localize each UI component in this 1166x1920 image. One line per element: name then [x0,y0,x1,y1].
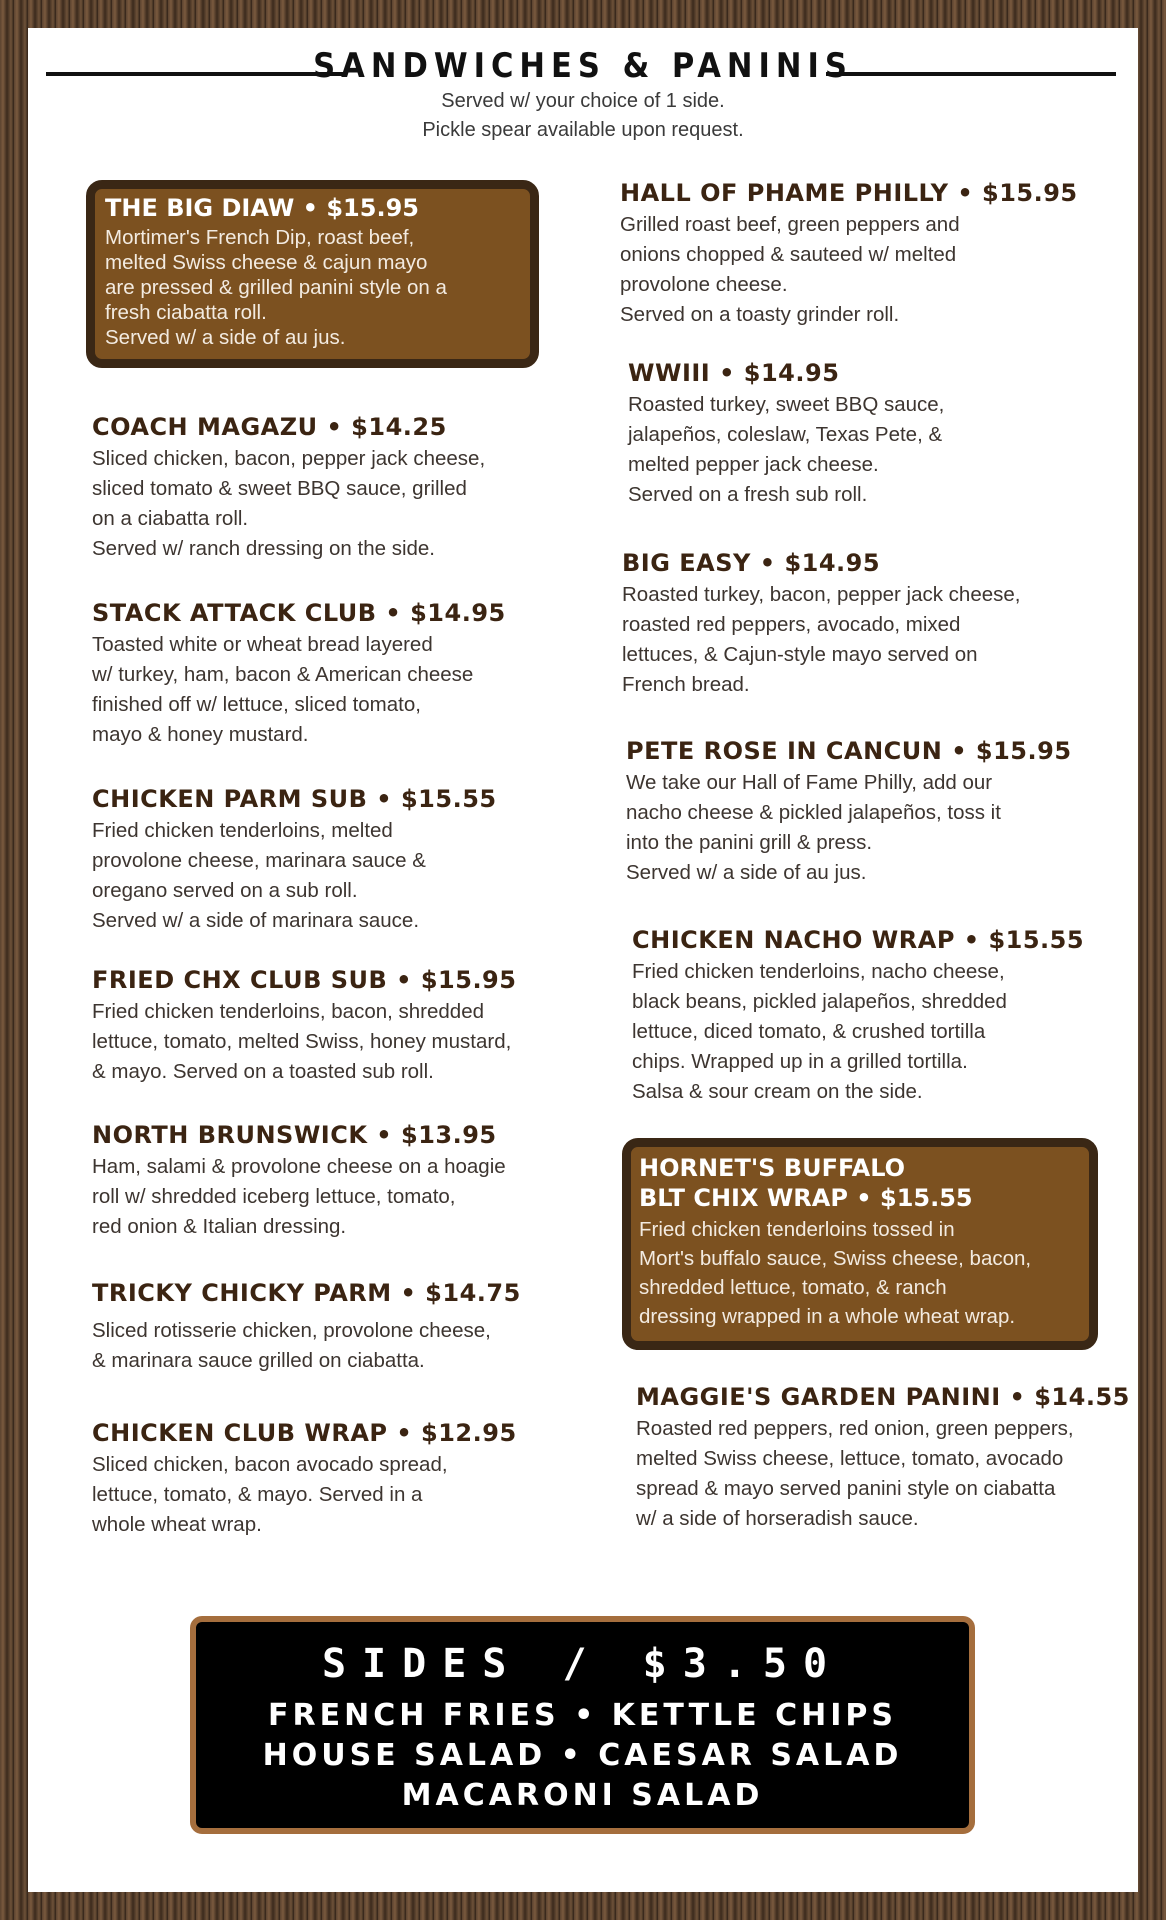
menu-item-description: Sliced chicken, bacon avocado spread, lettuce, tomato, & mayo. Served in a whole wheat wrap. [92,1453,448,1536]
menu-item-hall-of-phame-philly [620,178,1078,330]
menu-item-fried-chx-club-sub [92,965,516,1087]
menu-item-name: NORTH BRUNSWICK • $13.95 [92,1121,497,1149]
menu-item-description: Fried chicken tenderloins, melted provolone cheese, marinara sauce & oregano served on a sub roll. Served w/ a side of marinara sauce. [92,819,426,932]
menu-item-big-easy [622,548,1020,700]
menu-item-description: Roasted red peppers, red onion, green peppers, melted Swiss cheese, lettuce, tomato, avocado spread & mayo served panini style on ciabatta w/ a side of horseradish sauce. [636,1417,1074,1530]
menu-item-chicken-parm-sub [92,784,497,936]
menu-item-description: Grilled roast beef, green peppers and onions chopped & sauteed w/ melted provolone cheese. Served on a toasty grinder roll. [620,213,960,326]
menu-item-name: FRIED CHX CLUB SUB • $15.95 [92,966,517,994]
menu-item-name: CHICKEN PARM SUB • $15.55 [92,785,497,813]
sides-panel [190,1616,975,1834]
sides-line-1: FRENCH FRIES • KETTLE CHIPS [268,1698,897,1733]
menu-item-description: Fried chicken tenderloins, bacon, shredded lettuce, tomato, melted Swiss, honey mustard, & mayo. Served on a toasted sub roll. [92,1000,512,1083]
menu-item-name: PETE ROSE IN CANCUN • $15.95 [626,737,1072,765]
menu-item-name: TRICKY CHICKY PARM • $14.75 [92,1279,521,1307]
menu-item-north-brunswick [92,1120,506,1242]
menu-item-name: HORNET'S BUFFALO BLT CHIX WRAP • $15.55 [639,1154,973,1212]
sides-title: SIDES / $3.50 [321,1641,844,1687]
menu-item-name: CHICKEN CLUB WRAP • $12.95 [92,1419,517,1447]
header-rule-right [826,72,1116,76]
page-title: SANDWICHES & PANINIS [313,46,853,86]
menu-item-description: We take our Hall of Fame Philly, add our nacho cheese & pickled jalapeños, toss it into the panini grill & press. Served w/ a side of au jus. [626,771,1001,884]
menu-item-description: Ham, salami & provolone cheese on a hoagie roll w/ shredded iceberg lettuce, tomato, red onion & Italian dressing. [92,1155,506,1238]
menu-item-description: Fried chicken tenderloins, nacho cheese, black beans, pickled jalapeños, shredded lettuce, diced tomato, & crushed tortilla chips. Wrapped up in a grilled tortilla. Salsa & sour cream on the side. [632,960,1007,1103]
menu-item-stack-attack-club [92,598,506,750]
sides-line-3: MACARONI SALAD [401,1778,764,1813]
menu-item-name: HALL OF PHAME PHILLY • $15.95 [620,179,1078,207]
menu-item-name: COACH MAGAZU • $14.25 [92,413,447,441]
menu-item-pete-rose-in-cancun [626,736,1072,888]
menu-item-chicken-club-wrap [92,1418,517,1540]
featured-item-big-diaw [86,180,539,368]
menu-item-description: Roasted turkey, sweet BBQ sauce, jalapeños, coleslaw, Texas Pete, & melted pepper jack cheese. Served on a fresh sub roll. [628,393,945,506]
menu-item-name: CHICKEN NACHO WRAP • $15.55 [632,926,1085,954]
menu-item-chicken-nacho-wrap [632,925,1084,1107]
menu-item-name: WWIII • $14.95 [628,359,840,387]
menu-item-name: BIG EASY • $14.95 [622,549,881,577]
menu-item-name: THE BIG DIAW • $15.95 [105,194,419,222]
menu-item-description: Fried chicken tenderloins tossed in Mort's buffalo sauce, Swiss cheese, bacon, shredded lettuce, tomato, & ranch dressing wrapped in a whole wheat wrap. [639,1218,1032,1328]
menu-item-name: STACK ATTACK CLUB • $14.95 [92,599,506,627]
menu-item-name: MAGGIE'S GARDEN PANINI • $14.55 [636,1383,1130,1411]
featured-item-hornets-buffalo [622,1138,1098,1350]
menu-item-description: Roasted turkey, bacon, pepper jack cheese, roasted red peppers, avocado, mixed lettuces, & Cajun-style mayo served on French bread. [622,583,1021,696]
subtitle-line-1: Served w/ your choice of 1 side. [441,90,725,112]
menu-item-description: Sliced chicken, bacon, pepper jack cheese, sliced tomato & sweet BBQ sauce, grilled on a ciabatta roll. Served w/ ranch dressing on the side. [92,447,486,560]
menu-item-wwiii [628,358,944,510]
menu-item-tricky-chicky-parm [92,1278,521,1376]
menu-item-description: Mortimer's French Dip, roast beef, melted Swiss cheese & cajun mayo are pressed & grilled panini style on a fresh ciabatta roll. Served w/ a side of au jus. [105,226,447,349]
menu-item-coach-magazu [92,412,485,564]
menu-item-description: Sliced rotisserie chicken, provolone cheese, & marinara sauce grilled on ciabatta. [92,1319,491,1372]
sides-line-2: HOUSE SALAD • CAESAR SALAD [262,1738,903,1773]
menu-item-description: Toasted white or wheat bread layered w/ turkey, ham, bacon & American cheese finished off w/ lettuce, sliced tomato, mayo & honey mustard. [92,633,474,746]
menu-item-maggies-garden-panini [636,1382,1130,1534]
subtitle-line-2: Pickle spear available upon request. [422,119,744,141]
